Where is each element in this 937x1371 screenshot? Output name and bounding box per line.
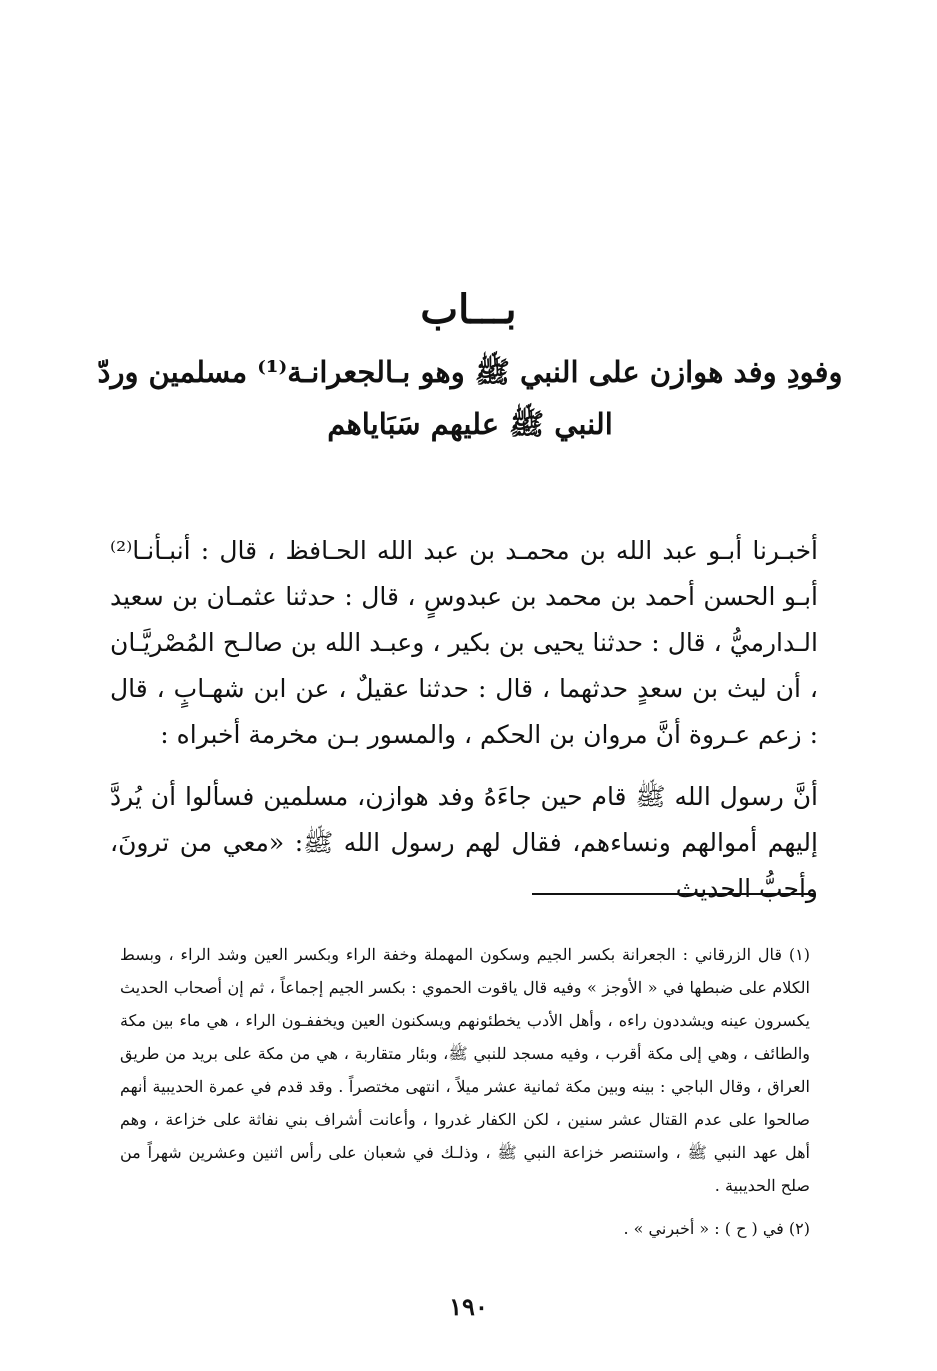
chapter-title: وفودِ وفد هوازن على النبي ﷺ وهو بـالجعرانـة⁽¹⁾ مسلمين وردّ النبي ﷺ عليهم سَبَاياهم <box>97 355 843 441</box>
paragraph-hadith: أنَّ رسول الله ﷺ قام حين جاءَهُ وفد هوازن، مسلمين فسألوا أن يُردَّ إليهم أموالهم ونساءهم، فقال لهم رسول الله ﷺ: «معي من ترونَ، وأحبُّ الحديث <box>110 782 818 903</box>
footnotes <box>120 938 810 1245</box>
chapter-heading: بـــاب <box>420 286 517 333</box>
main-text <box>110 528 818 912</box>
page-number: ١٩٠ <box>449 1292 488 1321</box>
paragraph-isnad: أخبـرنا أبـو عبد الله بن محمـد بن عبد الله الحـافظ ، قال : أنبـأنـا⁽²⁾ أبـو الحسن أحمد بن محمد بن عبدوسٍ ، قال : حدثنا عثمـان بن سعيد الـدارميُّ ، قال : حدثنا يحيى بن بكير ، وعبـد الله بن صالـح المُصْريَّـان ، أن ليث بن سعدٍ حدثهما ، قال : حدثنا عقيلٌ ، عن ابن شهـابٍ ، قال : زعم عـروة أنَّ مروان بن الحكم ، والمسور بـن مخرمة أخبراه : <box>110 536 818 749</box>
footnote-2: (٢) في ( ح ) : « أخبرني » . <box>623 1219 810 1238</box>
footnote-separator <box>532 893 815 895</box>
footnote-1: (١) قال الزرقاني : الجعرانة بكسر الجيم وسكون المهملة وخفة الراء وبكسر العين وشد الراء ، وبسط الكلام على ضبطها في « الأوجز » وفيه قال ياقوت الحموي : بكسر الجيم إجماعاً ، ثم إن أصحاب الحديث يكسرون عينه ويشددون راءه ، وأهل الأدب يخطئونهم ويسكنون العين ويخففـون الراء ، هي ماء بين مكة والطائف ، وهي إلى مكة أقرب ، وفيه مسجد للنبي ﷺ، وبئار متقاربة ، هي من مكة على بريد من طريق العراق ، وقال الباجي : بينه وبين مكة ثمانية عشر ميلاً ، انتهى مختصراً . وقد قدم في عمرة الحديبية أنهم صالحوا على عدم القتال عشر سنين ، لكن الكفار غدروا ، وأعانت أشراف بني نفاثة على خزاعة ، وهم أهل عهد النبي ﷺ ، واستنصر خزاعة النبي ﷺ ، وذلـك في شعبان على رأس اثنين وعشرين شهراً من صلح الحديبية . <box>120 945 810 1195</box>
